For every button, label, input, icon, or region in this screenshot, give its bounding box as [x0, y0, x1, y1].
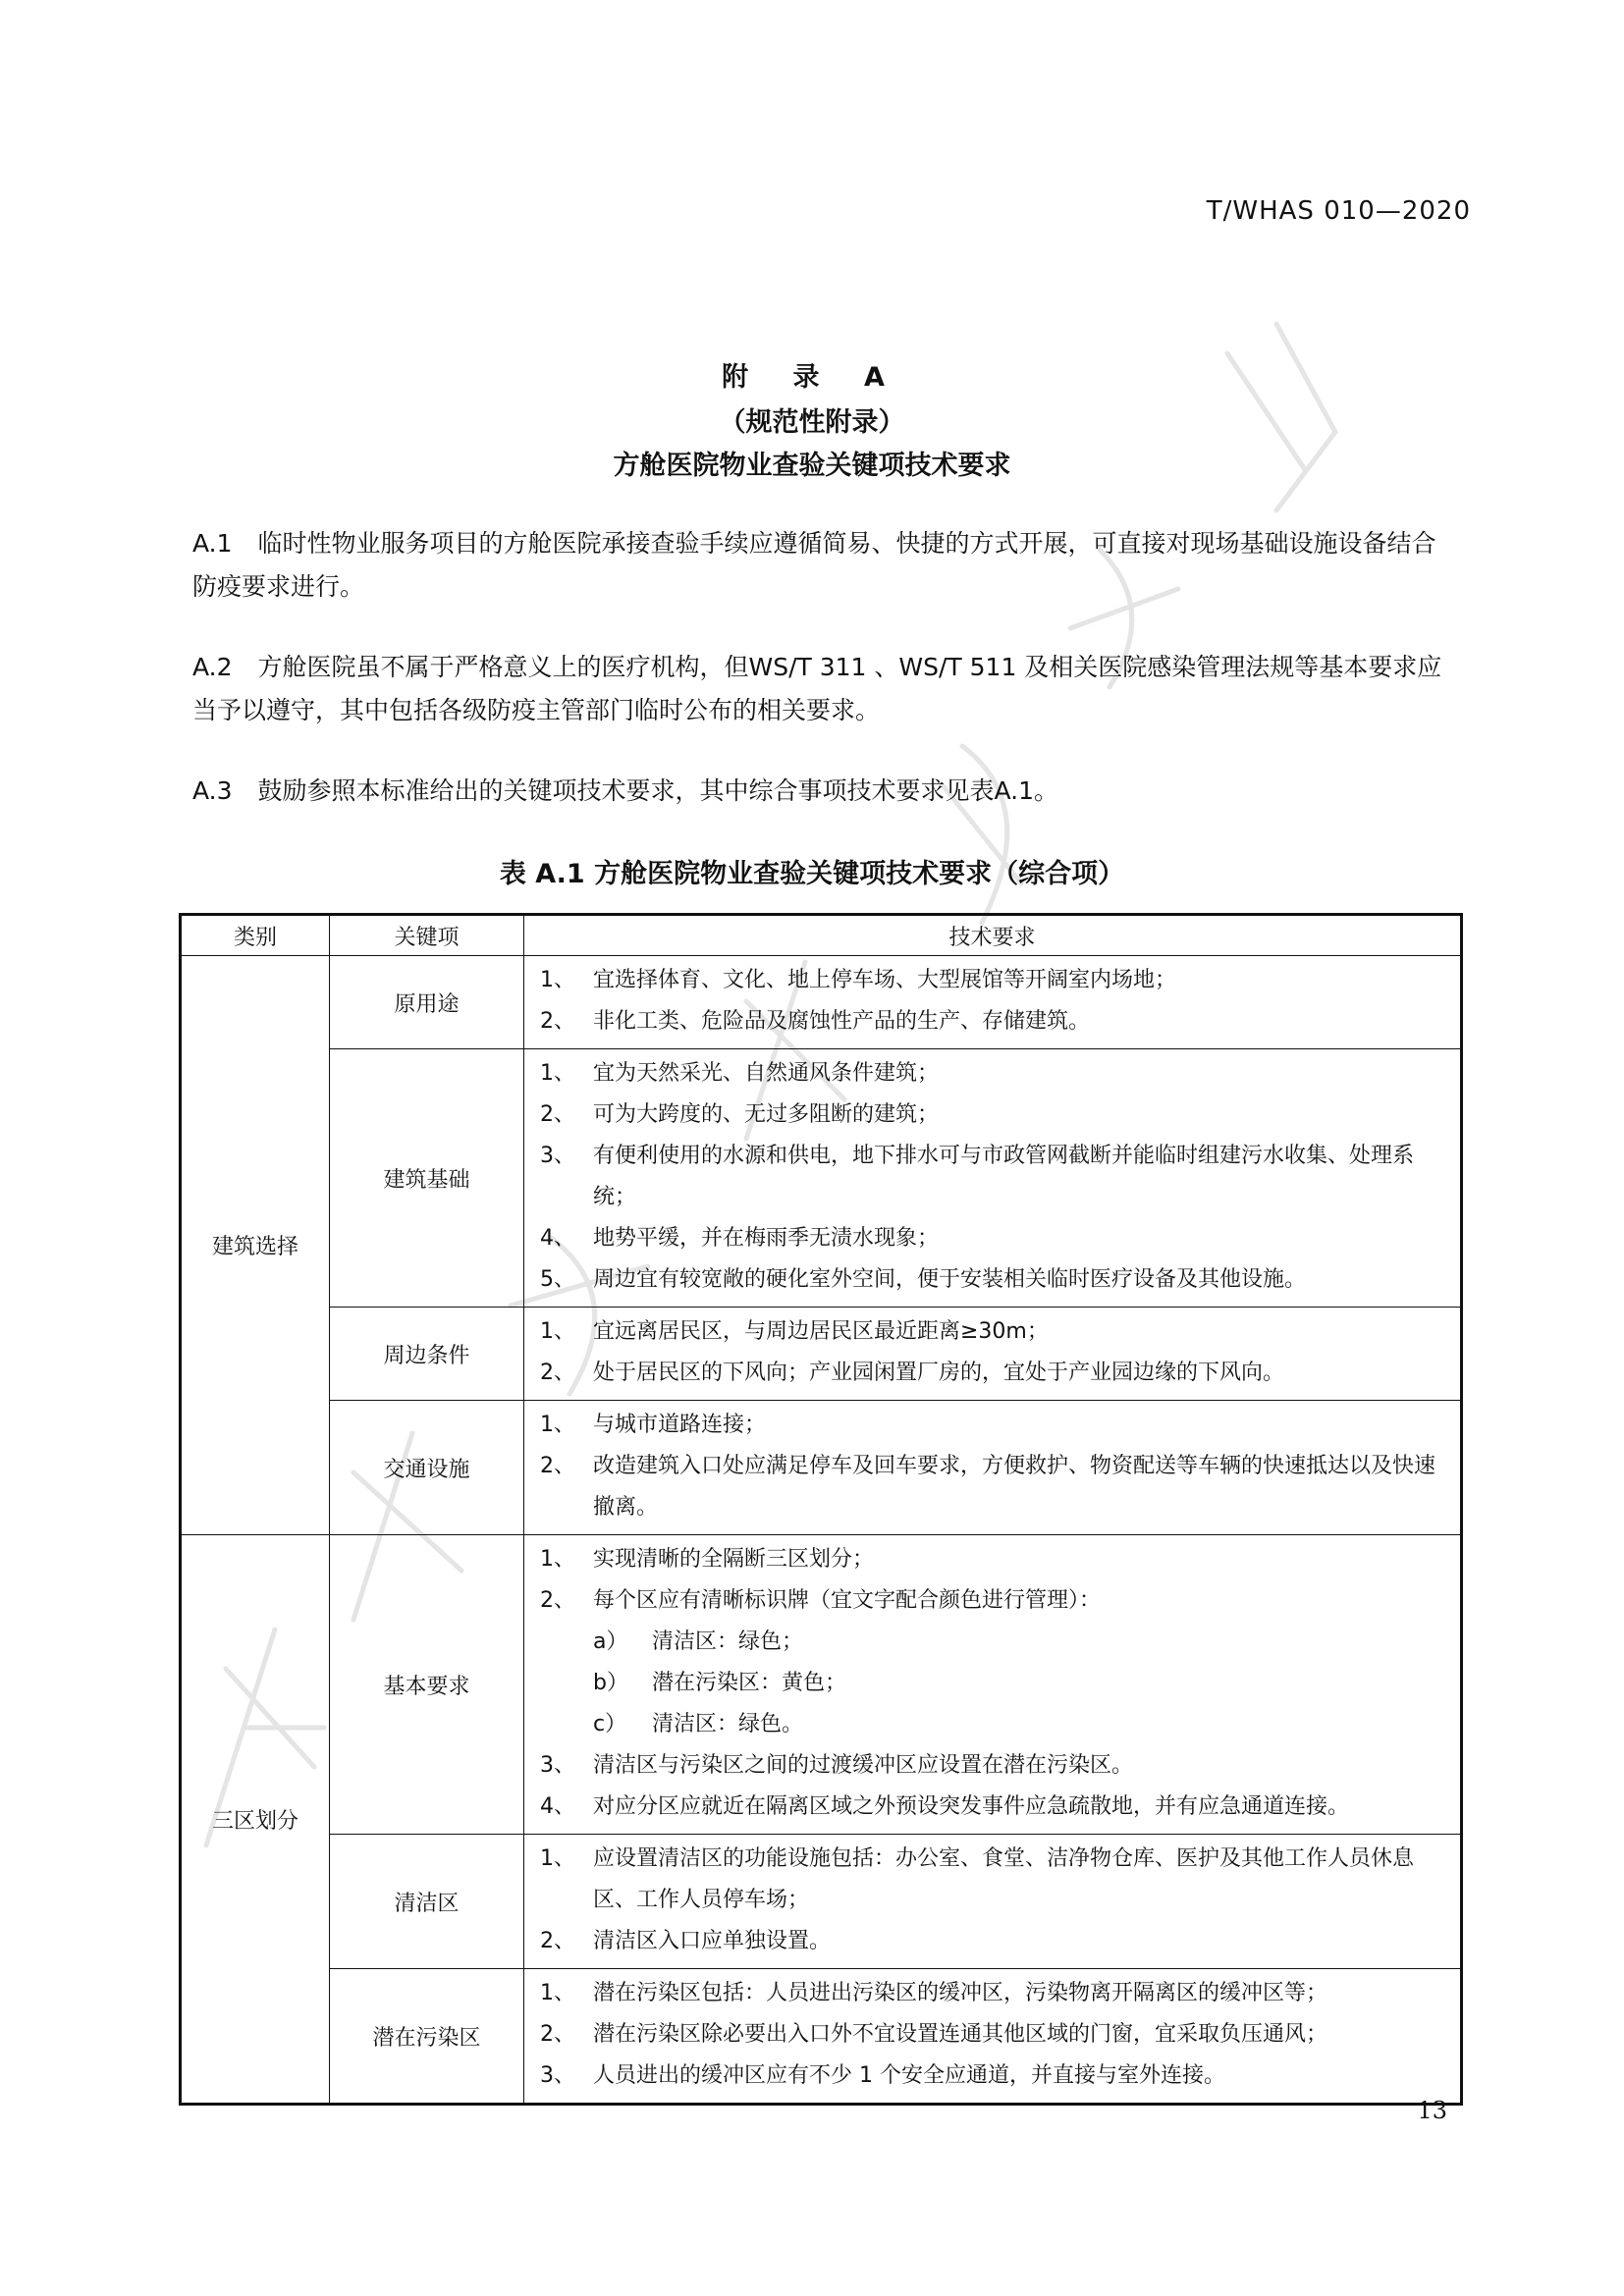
category-cell: 建筑选择 [181, 956, 330, 1535]
key-item-cell: 交通设施 [330, 1401, 524, 1535]
key-item-cell: 周边条件 [330, 1308, 524, 1401]
key-item-cell: 原用途 [330, 956, 524, 1049]
item-number: 2、 [540, 1454, 575, 1478]
table-body [181, 956, 1462, 2105]
requirements-cell [524, 1835, 1462, 1969]
item-text: 实现清晰的全隔断三区划分； [593, 1547, 875, 1572]
requirement-item [540, 1405, 1450, 1446]
requirement-item [540, 1136, 1450, 1218]
requirement-item [540, 1973, 1450, 2014]
requirement-item [540, 1539, 1450, 1580]
table-row [181, 1401, 1462, 1535]
header-key-item: 关键项 [330, 915, 524, 956]
appendix-label: 附 录 A [722, 362, 902, 393]
item-number: 1、 [540, 968, 575, 992]
table-row [181, 1835, 1462, 1969]
item-number: 2、 [540, 1009, 575, 1034]
table-row [181, 1308, 1462, 1401]
table-header-row [181, 915, 1462, 956]
item-number: a） [593, 1629, 628, 1654]
item-text: 宜选择体育、文化、地上停车场、大型展馆等开阔室内场地； [593, 968, 1177, 992]
page-number: 13 [1417, 2097, 1447, 2124]
item-text: 清洁区：绿色。 [652, 1712, 804, 1736]
requirement-item [540, 1921, 1450, 1962]
requirement-item [540, 2056, 1450, 2097]
clause-number: A.2 [192, 653, 233, 681]
clause-text: 临时性物业服务项目的方舱医院承接查验手续应遵循简易、快捷的方式开展，可直接对现场基础设施设备结合防疫要求进行。 [192, 529, 1436, 601]
clause-number: A.1 [192, 529, 233, 558]
category-cell: 三区划分 [181, 1535, 330, 2105]
item-text: 可为大跨度的、无过多阻断的建筑； [593, 1102, 940, 1127]
item-text: 应设置清洁区的功能设施包括：办公室、食堂、洁净物仓库、医护及其他工作人员休息区、工作人员停车场； [593, 1846, 1415, 1912]
item-text: 地势平缓，并在梅雨季无渍水现象； [593, 1226, 940, 1251]
requirement-item [540, 1745, 1450, 1787]
item-text: 宜为天然采光、自然通风条件建筑； [593, 1061, 940, 1086]
table-row [181, 956, 1462, 1049]
requirement-item [540, 1053, 1450, 1095]
requirement-item [540, 1095, 1450, 1136]
requirement-item [540, 1311, 1450, 1353]
header-category: 类别 [181, 915, 330, 956]
item-text: 人员进出的缓冲区应有不少 1 个安全应通道，并直接与室外连接。 [593, 2063, 1225, 2088]
key-item-cell: 潜在污染区 [330, 1969, 524, 2105]
requirement-subitem [540, 1622, 1450, 1663]
item-number: 3、 [540, 2063, 575, 2088]
item-number: 3、 [540, 1753, 575, 1778]
item-text: 宜远离居民区，与周边居民区最近距离≥30m； [593, 1319, 1049, 1344]
item-number: 1、 [540, 1846, 575, 1871]
item-number: b） [593, 1671, 628, 1695]
requirement-item [540, 1839, 1450, 1921]
requirement-item [540, 1580, 1450, 1622]
item-number: 3、 [540, 1144, 575, 1168]
item-number: 1、 [540, 1319, 575, 1344]
standard-code: T/WHAS 010—2020 [1206, 196, 1471, 226]
item-text: 潜在污染区：黄色； [652, 1671, 847, 1695]
requirement-subitem [540, 1663, 1450, 1704]
requirements-cell [524, 1969, 1462, 2105]
item-number: 1、 [540, 1061, 575, 1086]
clause-number: A.3 [192, 776, 233, 805]
table-row [181, 1049, 1462, 1308]
table-title: 表 A.1 方舱医院物业查验关键项技术要求（综合项） [499, 859, 1125, 889]
requirement-item [540, 1259, 1450, 1301]
item-number: c） [593, 1712, 627, 1736]
table-row [181, 1535, 1462, 1835]
clause-a1 [192, 522, 1459, 609]
requirement-item [540, 1446, 1450, 1528]
item-number: 5、 [540, 1267, 575, 1292]
item-text: 周边宜有较宽敞的硬化室外空间，便于安装相关临时医疗设备及其他设施。 [593, 1267, 1307, 1292]
item-number: 1、 [540, 1413, 575, 1437]
clause-text: 方舱医院虽不属于严格意义上的医疗机构，但WS/T 311 、WS/T 511 及相关医院感染管理法规等基本要求应当予以遵守，其中包括各级防疫主管部门临时公布的相关要求。 [192, 653, 1442, 724]
requirements-cell [524, 956, 1462, 1049]
item-number: 2、 [540, 1361, 575, 1385]
item-text: 处于居民区的下风向；产业园闲置厂房的，宜处于产业园边缘的下风向。 [593, 1361, 1285, 1385]
item-text: 与城市道路连接； [593, 1413, 767, 1437]
clause-a2 [192, 646, 1459, 732]
item-number: 4、 [540, 1226, 575, 1251]
requirement-item [540, 2014, 1450, 2056]
key-item-cell: 建筑基础 [330, 1049, 524, 1308]
key-item-cell: 清洁区 [330, 1835, 524, 1969]
item-number: 2、 [540, 2022, 575, 2047]
clause-text: 鼓励参照本标准给出的关键项技术要求，其中综合事项技术要求见表A.1。 [257, 776, 1059, 805]
table-row [181, 1969, 1462, 2105]
item-number: 4、 [540, 1794, 575, 1819]
item-text: 改造建筑入口处应满足停车及回车要求，方便救护、物资配送等车辆的快速抵达以及快速撤离。 [593, 1454, 1436, 1520]
requirements-cell [524, 1535, 1462, 1835]
requirements-cell [524, 1308, 1462, 1401]
requirement-item [540, 1787, 1450, 1828]
item-text: 清洁区与污染区之间的过渡缓冲区应设置在潜在污染区。 [593, 1753, 1134, 1778]
item-text: 清洁区入口应单独设置。 [593, 1929, 832, 1953]
requirement-subitem [540, 1704, 1450, 1745]
item-text: 每个区应有清晰标识牌（宜文字配合颜色进行管理）： [593, 1588, 1102, 1613]
requirement-item [540, 1218, 1450, 1259]
requirements-table [179, 913, 1463, 2106]
item-text: 潜在污染区除必要出入口外不宜设置连通其他区域的门窗，宜采取负压通风； [593, 2022, 1328, 2047]
key-item-cell: 基本要求 [330, 1535, 524, 1835]
item-number: 2、 [540, 1588, 575, 1613]
clause-a3 [192, 770, 1459, 813]
item-number: 2、 [540, 1929, 575, 1953]
appendix-type: （规范性附录） [719, 407, 905, 438]
requirement-item [540, 1001, 1450, 1042]
item-text: 对应分区应就近在隔离区域之外预设突发事件应急疏散地，并有应急通道连接。 [593, 1794, 1350, 1819]
header-requirements: 技术要求 [524, 915, 1462, 956]
item-text: 非化工类、危险品及腐蚀性产品的生产、存储建筑。 [593, 1009, 1091, 1034]
item-text: 潜在污染区包括：人员进出污染区的缓冲区，污染物离开隔离区的缓冲区等； [593, 1981, 1328, 2005]
appendix-title: 方舱医院物业查验关键项技术要求 [613, 451, 1011, 481]
item-number: 1、 [540, 1981, 575, 2005]
requirement-item [540, 960, 1450, 1001]
requirements-cell [524, 1401, 1462, 1535]
item-number: 1、 [540, 1547, 575, 1572]
requirement-item [540, 1353, 1450, 1394]
item-text: 有便利使用的水源和供电，地下排水可与市政管网截断并能临时组建污水收集、处理系统； [593, 1144, 1415, 1209]
item-number: 2、 [540, 1102, 575, 1127]
item-text: 清洁区：绿色； [652, 1629, 804, 1654]
requirements-cell [524, 1049, 1462, 1308]
